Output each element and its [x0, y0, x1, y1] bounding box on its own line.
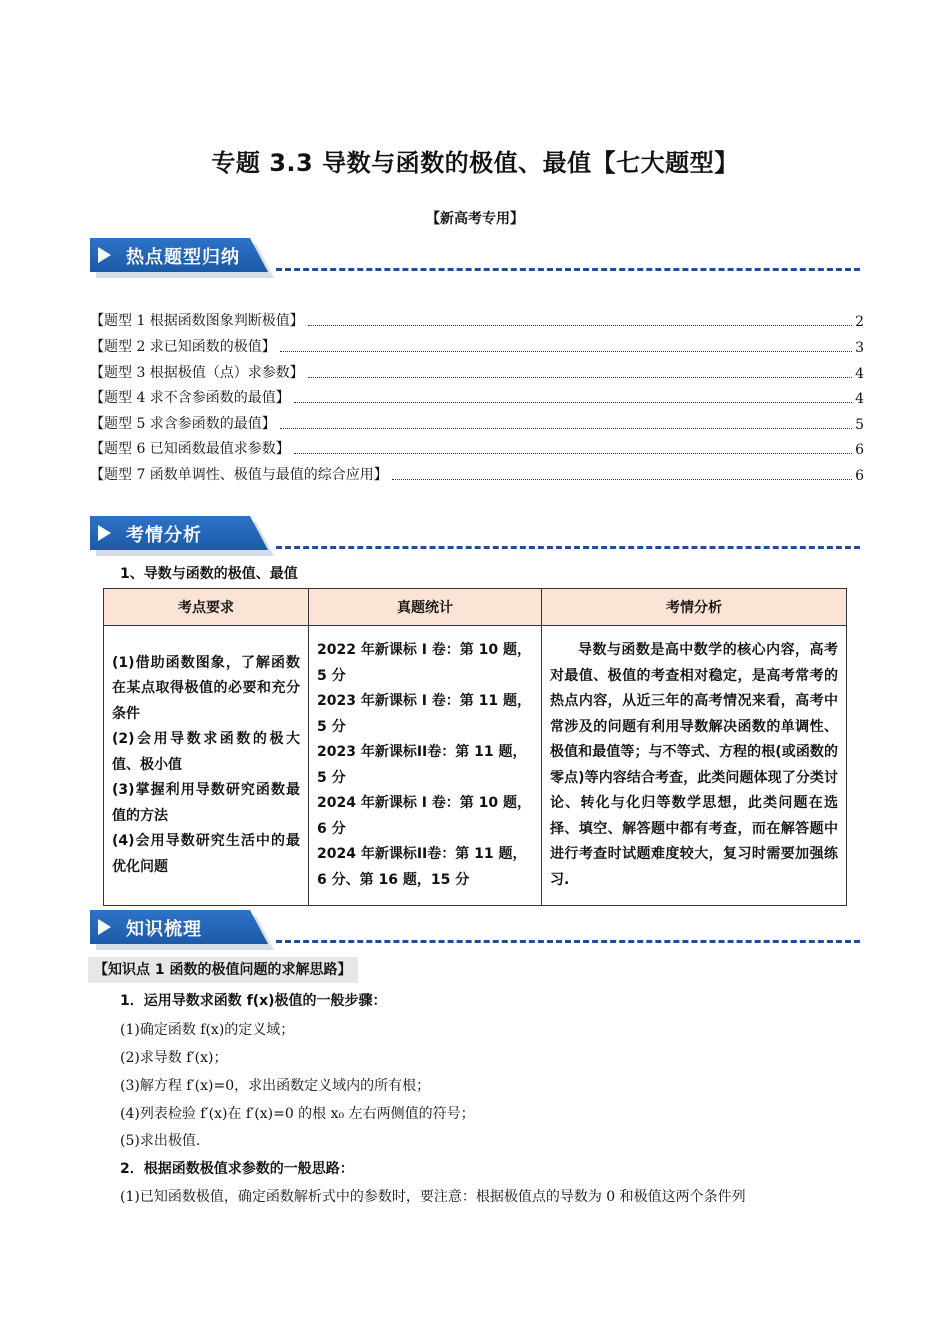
step-line: (1)确定函数 f(x)的定义域；: [120, 1022, 295, 1038]
toc-item[interactable]: 【题型 6 已知函数最值求参数】 6: [90, 441, 864, 458]
section-label: 1、导数与函数的极值、最值: [120, 566, 298, 582]
banner-analysis: [90, 516, 865, 556]
step-line: (1)已知函数极值，确定函数解析式中的参数时，要注意：根据极值点的导数为 0 和极值这两个条件列: [120, 1189, 746, 1205]
requirements-cell: (1)借助函数图象，了解函数在某点取得极值的必要和充分条件 (2)会用导数求函数的极大值、极小值 (3)掌握利用导数研究函数最值的方法 (4)会用导数研究生活中的最优化问题: [104, 626, 309, 906]
toc-item[interactable]: 【题型 7 函数单调性、极值与最值的综合应用】 6: [90, 467, 864, 484]
play-arrow-icon: [98, 525, 111, 541]
toc-item[interactable]: 【题型 3 根据极值（点）求参数】 4: [90, 365, 864, 382]
knowledge-point-heading: 【知识点 1 函数的极值问题的求解思路】: [88, 957, 358, 983]
toc-item[interactable]: 【题型 2 求已知函数的极值】 3: [90, 339, 864, 356]
table-header: 考点要求: [104, 589, 309, 626]
exam-analysis-table: [103, 588, 847, 906]
banner-label: 热点题型归纳: [126, 247, 240, 268]
step-line: (2)求导数 f′(x)；: [120, 1050, 228, 1066]
banner-knowledge: [90, 910, 865, 950]
page-subtitle: 【新高考专用】: [426, 211, 524, 227]
play-arrow-icon: [98, 919, 111, 935]
toc-item[interactable]: 【题型 5 求含参函数的最值】 5: [90, 416, 864, 433]
page-title: 专题 3.3 导数与函数的极值、最值【七大题型】: [211, 149, 739, 177]
dash-divider: [276, 940, 860, 943]
toc-item[interactable]: 【题型 4 求不含参函数的最值】 4: [90, 390, 864, 407]
banner-hot-topics: [90, 238, 865, 278]
play-arrow-icon: [98, 247, 111, 263]
table-header: 考情分析: [542, 589, 847, 626]
dash-divider: [276, 546, 860, 549]
toc-item[interactable]: 【题型 1 根据函数图象判断极值】 2: [90, 313, 864, 330]
table-header: 真题统计: [309, 589, 542, 626]
banner-label: 知识梳理: [126, 919, 202, 940]
step-line: (4)列表检验 f′(x)在 f′(x)=0 的根 x₀ 左右两侧值的符号；: [120, 1106, 475, 1122]
exam-stats-cell: 2022 年新课标 I 卷：第 10 题，5 分 2023 年新课标 I 卷：第 11 题，5 分 2023 年新课标II卷：第 11 题，5 分 2024 年新课标 I 卷：第 10 题，6 分 2024 年新课标II卷：第 11 题，6 分、第 16 题，15 分: [309, 626, 542, 906]
step-heading: 1．运用导数求函数 f(x)极值的一般步骤：: [120, 993, 387, 1009]
step-line: (5)求出极值.: [120, 1133, 201, 1149]
dash-divider: [276, 268, 860, 271]
step-heading: 2．根据函数极值求参数的一般思路：: [120, 1161, 354, 1177]
analysis-cell: 导数与函数是高中数学的核心内容，高考对最值、极值的考查相对稳定，是高考常考的热点内容，从近三年的高考情况来看，高考中常涉及的问题有利用导数解决函数的单调性、极值和最值等；与不等式、方程的根(或函数的零点)等内容结合考查，此类问题体现了分类讨论、转化与化归等数学思想，此类问题在选择、填空、解答题中都有考查，而在解答题中进行考查时试题难度较大，复习时需要加强练习.: [542, 626, 847, 906]
banner-label: 考情分析: [126, 525, 202, 546]
step-line: (3)解方程 f′(x)=0，求出函数定义域内的所有根；: [120, 1078, 431, 1094]
